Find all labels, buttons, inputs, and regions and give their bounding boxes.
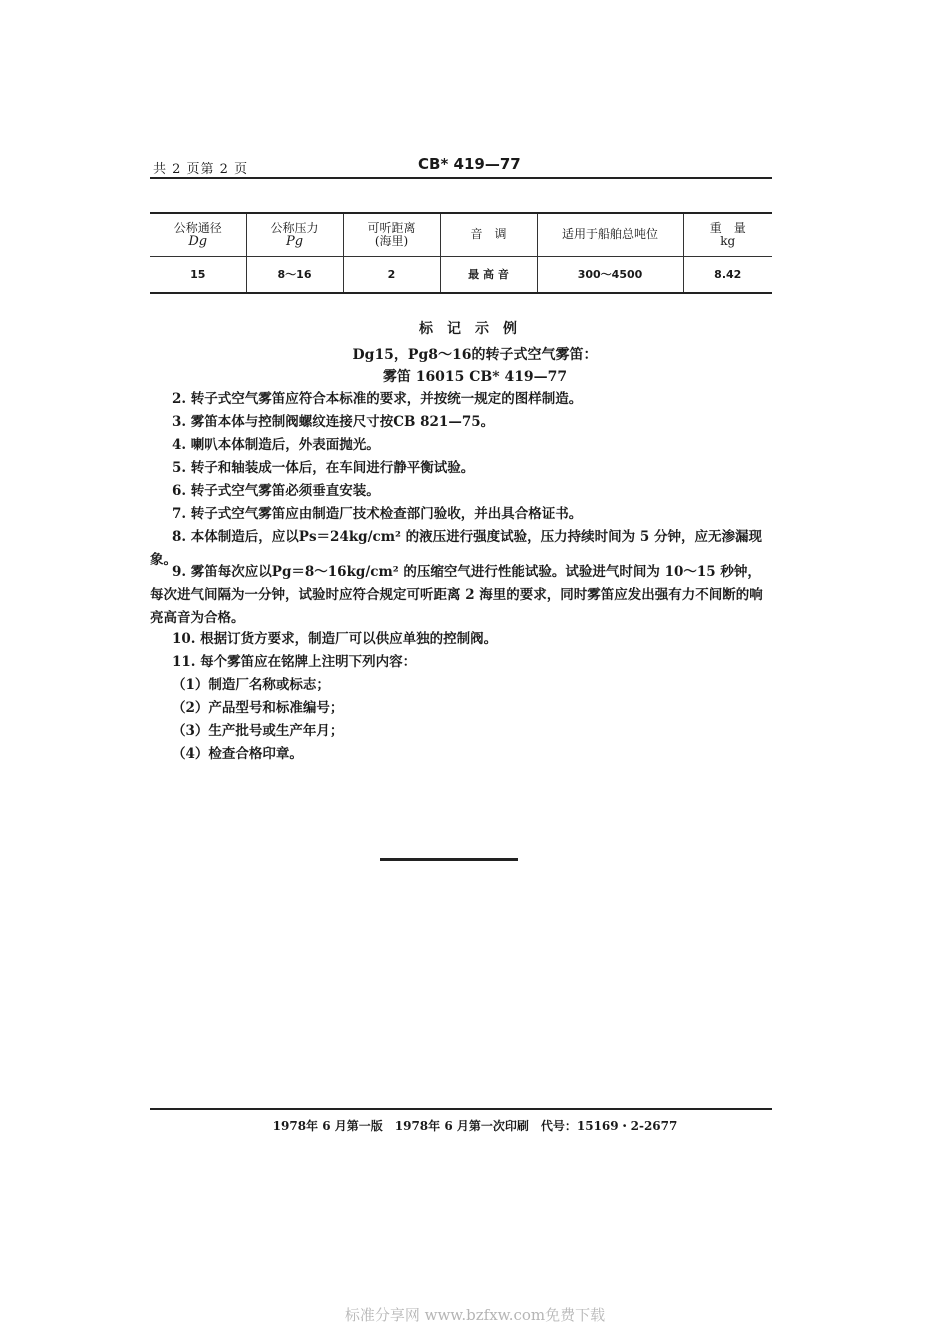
subitem-4: （4）检查合格印章。 [172,746,303,762]
cell-diameter: 15 [150,256,246,293]
cell-tonnage: 300～4500 [537,256,683,293]
marking-example-title: 标记示例 [419,321,531,337]
standard-number: CB* 419—77 [418,155,521,173]
marking-example-line1: Dg15，Pg8～16的转子式空气雾笛： [352,347,598,363]
header-tone: 音 调 [440,213,537,256]
item-5: 5. 转子和轴装成一体后，在车间进行静平衡试验。 [172,460,475,476]
item-7: 7. 转子式空气雾笛应由制造厂技术检查部门验收，并出具合格证书。 [172,506,583,522]
subitem-3: （3）生产批号或生产年月； [172,723,344,739]
item-11: 11. 每个雾笛应在铭牌上注明下列内容： [172,654,417,670]
cell-range: 2 [343,256,440,293]
item-3: 3. 雾笛本体与控制阀螺纹连接尺寸按CB 821—75。 [172,414,495,430]
header-nominal-diameter: 公称通径 Dg [150,213,246,256]
subitem-1: （1）制造厂名称或标志； [172,677,330,693]
cell-weight: 8.42 [683,256,772,293]
spec-table [150,212,772,294]
page-info: 共 2 页第 2 页 [153,162,249,177]
table-header-row [150,213,772,256]
table-row [150,256,772,293]
header-audible-range: 可听距离 (海里) [343,213,440,256]
header-tonnage: 适用于船舶总吨位 [537,213,683,256]
item-9: 9. 雾笛每次应以Pg＝8～16kg/cm² 的压缩空气进行性能试验。试验进气时间为 10～15 秒钟，每次进气间隔为一分钟，试验时应符合规定可听距离 2 海里的要求，同时雾笛应发出强有力不间断的响亮高音为合格。 [150,564,763,626]
cell-pressure: 8～16 [246,256,343,293]
cell-tone: 最 高 音 [440,256,537,293]
item-8: 8. 本体制造后，应以Ps＝24kg/cm² 的液压进行强度试验，压力持续时间为 5 分钟，应无渗漏现象。 [150,529,762,568]
subitem-2: （2）产品型号和标准编号； [172,700,344,716]
item-6: 6. 转子式空气雾笛必须垂直安装。 [172,483,380,499]
item-4: 4. 喇叭本体制造后，外表面抛光。 [172,437,380,453]
header-rule [150,177,772,179]
item-2: 2. 转子式空气雾笛应符合本标准的要求，并按统一规定的图样制造。 [172,391,583,407]
end-rule [380,858,518,861]
header-weight: 重 量 kg [683,213,772,256]
watermark: 标准分享网 www.bzfxw.com免费下载 [344,1306,606,1324]
marking-example-line2: 雾笛 16015 CB* 419—77 [382,369,568,385]
item-10: 10. 根据订货方要求，制造厂可以供应单独的控制阀。 [172,631,498,647]
footer-rule [150,1108,772,1110]
header-nominal-pressure: 公称压力 Pg [246,213,343,256]
publication-info: 1978年 6 月第一版 1978年 6 月第一次印刷 代号：15169・2-2677 [272,1119,678,1133]
